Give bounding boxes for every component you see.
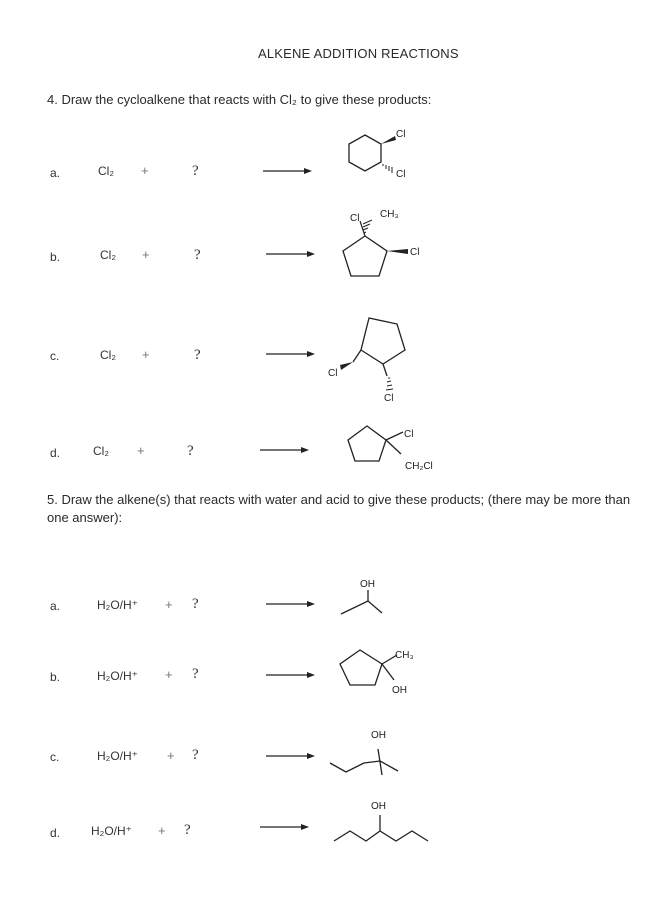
q4c-unknown: ? [194,347,201,363]
question-4-prompt: 4. Draw the cycloalkene that reacts with Cl₂ to give these products: [47,92,432,107]
q5d-product-heptanol [330,795,450,855]
q5c-reagent: H₂O/H⁺ [97,749,138,763]
q4c-letter: c. [50,349,60,363]
q4b-cl-label-right: Cl [410,247,420,258]
q4d-reagent: Cl₂ [93,444,109,458]
q4d-plus: + [137,443,145,458]
q5b-unknown: ? [192,666,199,682]
q4a-plus: + [141,163,149,178]
q4b-product-dichloromethylcyclopentane [335,200,435,290]
q4d-letter: d. [50,446,61,460]
q4a-product-dichlorocyclohexane [335,125,425,195]
q4b-ch3-label: CH₃ [380,209,399,220]
q4a-cl-label-top: Cl [396,129,406,140]
q5d-oh-label: OH [371,801,386,812]
q5a-letter: a. [50,599,61,613]
q4c-reaction-arrow [266,349,316,359]
q5b-reaction-arrow [266,670,316,680]
q5a-unknown: ? [192,596,199,612]
q5b-letter: b. [50,670,61,684]
q4d-cl-label: Cl [404,429,414,440]
q4a-cl-label-bottom: Cl [396,169,406,180]
page-title: ALKENE ADDITION REACTIONS [258,46,459,61]
q4b-cl-label-left: Cl [350,213,360,224]
q4d-product-chloromethylcyclopentyl-chloride [335,420,455,480]
q5d-unknown: ? [184,822,191,838]
q4b-reaction-arrow [266,249,316,259]
q5c-reaction-arrow [266,751,316,761]
q5c-letter: c. [50,750,60,764]
q4c-product-cyclopentylethane-dichloride [325,310,425,410]
q5a-product-isopropanol [335,575,395,625]
q5d-reagent: H₂O/H⁺ [91,824,132,838]
q4d-reaction-arrow [260,445,310,455]
q4b-letter: b. [50,250,61,264]
q5a-plus: + [165,597,173,612]
q4a-reagent: Cl₂ [98,164,114,178]
q4c-plus: + [142,347,150,362]
q5a-reaction-arrow [266,599,316,609]
q5b-product-methylcyclopentanol [330,640,440,700]
q4c-cl-label-left: Cl [328,368,338,379]
q4b-plus: + [142,247,150,262]
q4a-reaction-arrow [263,166,313,176]
q4a-letter: a. [50,166,61,180]
question-5-prompt: 5. Draw the alkene(s) that reacts with water and acid to give these products; (there may be more than one answer): [47,492,631,525]
q5b-plus: + [165,667,173,682]
q5d-plus: + [158,823,166,838]
q5d-reaction-arrow [260,822,310,832]
q5c-unknown: ? [192,747,199,763]
q5a-oh-label: OH [360,579,375,590]
q4a-unknown: ? [192,163,199,179]
q5b-ch3-label: CH₃ [395,650,414,661]
q5a-reagent: H₂O/H⁺ [97,598,138,612]
q5b-reagent: H₂O/H⁺ [97,669,138,683]
q5c-oh-label: OH [371,730,386,741]
q4d-ch2cl-label: CH₂Cl [405,461,433,472]
q4c-reagent: Cl₂ [100,348,116,362]
q5c-plus: + [167,748,175,763]
q4b-reagent: Cl₂ [100,248,116,262]
q5b-oh-label: OH [392,685,407,696]
q5d-letter: d. [50,826,61,840]
q4b-unknown: ? [194,247,201,263]
q5c-product-methylpentanol [330,725,410,795]
q4d-unknown: ? [187,443,194,459]
q4c-cl-label-bottom: Cl [384,393,394,404]
